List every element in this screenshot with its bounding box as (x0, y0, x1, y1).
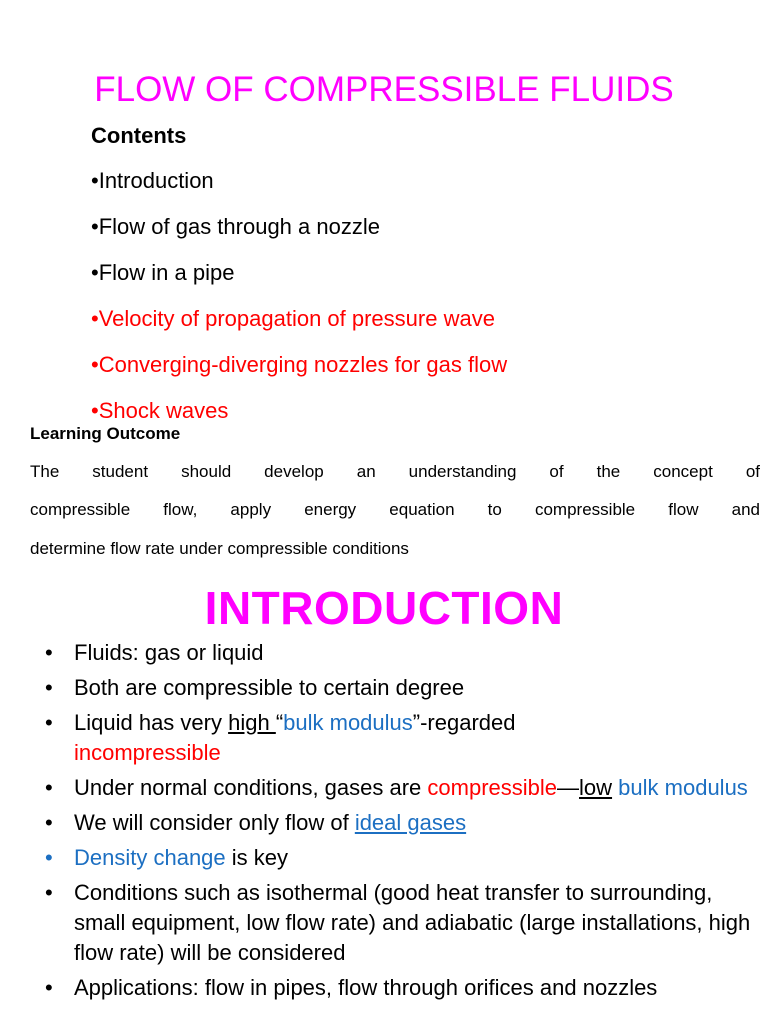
contents-list (91, 166, 507, 442)
bullet-text: Applications: flow in pipes, flow through orifices and nozzles (74, 975, 658, 1000)
bullet-icon: • (45, 675, 53, 700)
bullet-icon: • (45, 975, 53, 1000)
list-item (45, 878, 755, 968)
bullet-icon: • (45, 880, 53, 905)
list-item (45, 708, 755, 768)
bullet-text: ”-regarded (412, 710, 516, 735)
underlined-text: low (579, 775, 613, 800)
learning-outcome-line-3: determine flow rate under compressible conditions (30, 539, 409, 558)
bullet-text: Conditions such as isothermal (good heat transfer to surrounding, small equipment, low flow rate) and adiabatic (large installations, high flow rate) will be considered (74, 880, 751, 965)
underlined-text: high (228, 710, 276, 735)
contents-item-nozzle: •Flow of gas through a nozzle (91, 214, 380, 239)
highlight-text: compressible (427, 775, 558, 800)
quote-mark: “ (275, 710, 284, 735)
bullet-text: Liquid has very (74, 710, 229, 735)
list-item (45, 773, 755, 803)
contents-item-pipe: •Flow in a pipe (91, 260, 235, 285)
learning-outcome-heading: Learning Outcome (30, 424, 181, 443)
list-item (45, 673, 755, 703)
list-item (45, 973, 755, 1003)
list-item (45, 638, 755, 668)
bullet-icon: • (45, 710, 53, 735)
bullet-text: Fluids: gas or liquid (74, 640, 264, 665)
learning-outcome-line-2: compressible flow, apply energy equation to compressible flow and (30, 500, 760, 519)
bullet-icon: • (45, 810, 53, 835)
contents-item-shock-waves: •Shock waves (91, 398, 229, 423)
bullet-text: We will consider only flow of (74, 810, 355, 835)
contents-item-cd-nozzles: •Converging-diverging nozzles for gas flow (91, 352, 508, 377)
bullet-text: is key (225, 845, 289, 870)
highlight-text: bulk modulus (283, 710, 413, 735)
ideal-gases-link[interactable]: ideal gases (354, 810, 467, 835)
bullet-icon: • (45, 845, 53, 870)
highlight-text: Density change (74, 845, 226, 870)
learning-outcome-line-1: The student should develop an understanding of the concept of (30, 462, 760, 481)
bullet-icon: • (45, 640, 53, 665)
page-title: FLOW OF COMPRESSIBLE FLUIDS (94, 70, 674, 109)
highlight-text: bulk modulus (618, 775, 748, 800)
introduction-list (45, 638, 755, 1008)
bullet-text: Both are compressible to certain degree (74, 675, 465, 700)
introduction-heading: INTRODUCTION (204, 582, 564, 634)
highlight-text: incompressible (74, 740, 221, 765)
bullet-icon: • (45, 775, 53, 800)
bullet-text: Under normal conditions, gases are (74, 775, 428, 800)
contents-item-pressure-wave: •Velocity of propagation of pressure wave (91, 306, 495, 331)
contents-heading: Contents (91, 123, 187, 148)
list-item (45, 808, 755, 838)
list-item (45, 843, 755, 873)
contents-item-introduction: •Introduction (91, 168, 214, 193)
dash-text: — (557, 775, 580, 800)
